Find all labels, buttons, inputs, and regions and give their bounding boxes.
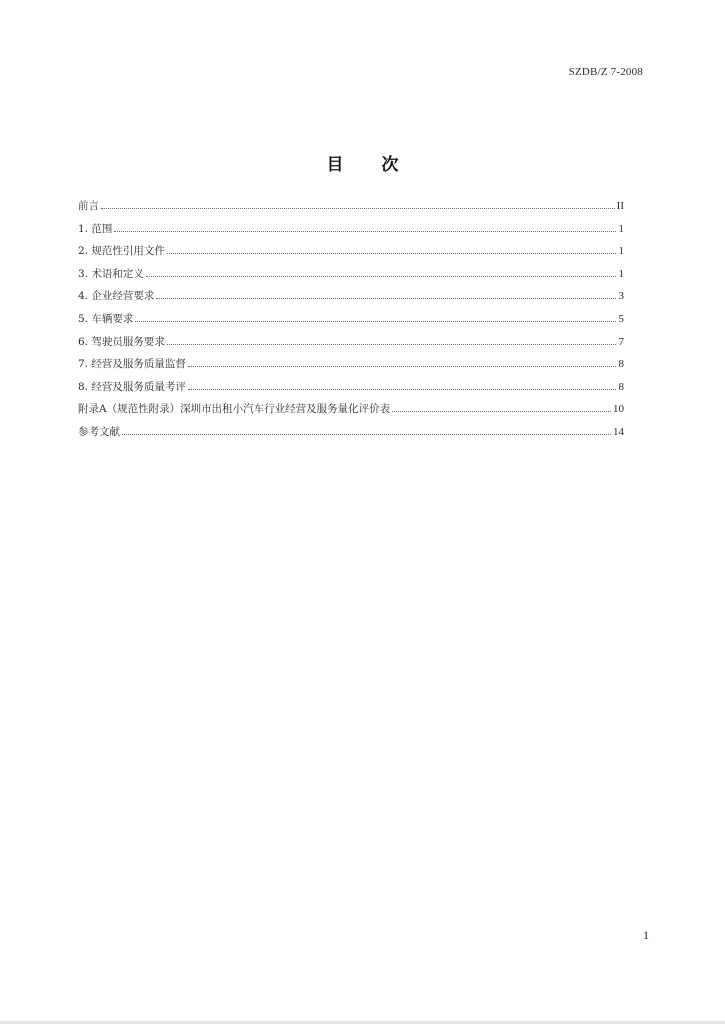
dot-leader bbox=[122, 433, 611, 435]
table-of-contents bbox=[78, 198, 624, 447]
toc-title bbox=[0, 150, 725, 175]
toc-entry-normative-references bbox=[78, 243, 624, 266]
toc-entry-page: II bbox=[616, 200, 624, 212]
dot-leader bbox=[392, 410, 611, 412]
toc-entry-foreword bbox=[78, 198, 624, 221]
dot-leader bbox=[114, 230, 616, 232]
toc-entry-business-requirements bbox=[78, 288, 624, 311]
dot-leader bbox=[167, 343, 616, 345]
toc-entry-page: 10 bbox=[613, 403, 624, 416]
toc-entry-driver-service bbox=[78, 334, 624, 357]
document-code: SZDB/Z 7-2008 bbox=[568, 66, 643, 78]
toc-entry-terms-definitions bbox=[78, 266, 624, 289]
toc-entry-label: 5. 车辆要求 bbox=[78, 312, 134, 325]
toc-entry-page: 1 bbox=[618, 245, 624, 258]
toc-entry-page: 1 bbox=[618, 267, 624, 280]
toc-entry-label: 6. 驾驶员服务要求 bbox=[78, 335, 165, 348]
toc-entry-label: 1. 范围 bbox=[78, 222, 113, 235]
toc-entry-references bbox=[78, 424, 624, 447]
toc-title-char-1: 目 bbox=[326, 155, 344, 175]
toc-entry-label: 前言 bbox=[78, 200, 99, 212]
toc-entry-label: 8. 经营及服务质量考评 bbox=[78, 380, 186, 393]
dot-leader bbox=[188, 365, 616, 367]
toc-entry-label: 4. 企业经营要求 bbox=[78, 290, 155, 303]
toc-entry-label: 参考文献 bbox=[78, 425, 120, 438]
dot-leader bbox=[167, 252, 616, 254]
toc-entry-scope bbox=[78, 221, 624, 244]
toc-entry-label: 附录A（规范性附录）深圳市出租小汽车行业经营及服务量化评价表 bbox=[78, 403, 391, 416]
toc-entry-page: 7 bbox=[618, 335, 624, 348]
toc-entry-page: 8 bbox=[618, 380, 624, 393]
dot-leader bbox=[135, 320, 616, 322]
dot-leader bbox=[188, 388, 616, 390]
page-number: 1 bbox=[643, 928, 649, 942]
toc-entry-quality-supervision bbox=[78, 356, 624, 379]
toc-entry-appendix-a bbox=[78, 401, 624, 424]
toc-entry-page: 5 bbox=[618, 312, 624, 325]
dot-leader bbox=[101, 207, 615, 209]
dot-leader bbox=[146, 275, 616, 277]
toc-entry-vehicle-requirements bbox=[78, 311, 624, 334]
toc-title-char-2: 次 bbox=[381, 155, 399, 175]
dot-leader bbox=[156, 297, 616, 299]
toc-entry-page: 14 bbox=[613, 425, 624, 438]
toc-entry-page: 8 bbox=[618, 358, 624, 371]
toc-entry-page: 3 bbox=[618, 290, 624, 303]
toc-entry-label: 3. 术语和定义 bbox=[78, 267, 144, 280]
toc-entry-page: 1 bbox=[618, 222, 624, 235]
toc-entry-quality-evaluation bbox=[78, 379, 624, 402]
toc-entry-label: 2. 规范性引用文件 bbox=[78, 245, 165, 258]
toc-entry-label: 7. 经营及服务质量监督 bbox=[78, 358, 186, 371]
